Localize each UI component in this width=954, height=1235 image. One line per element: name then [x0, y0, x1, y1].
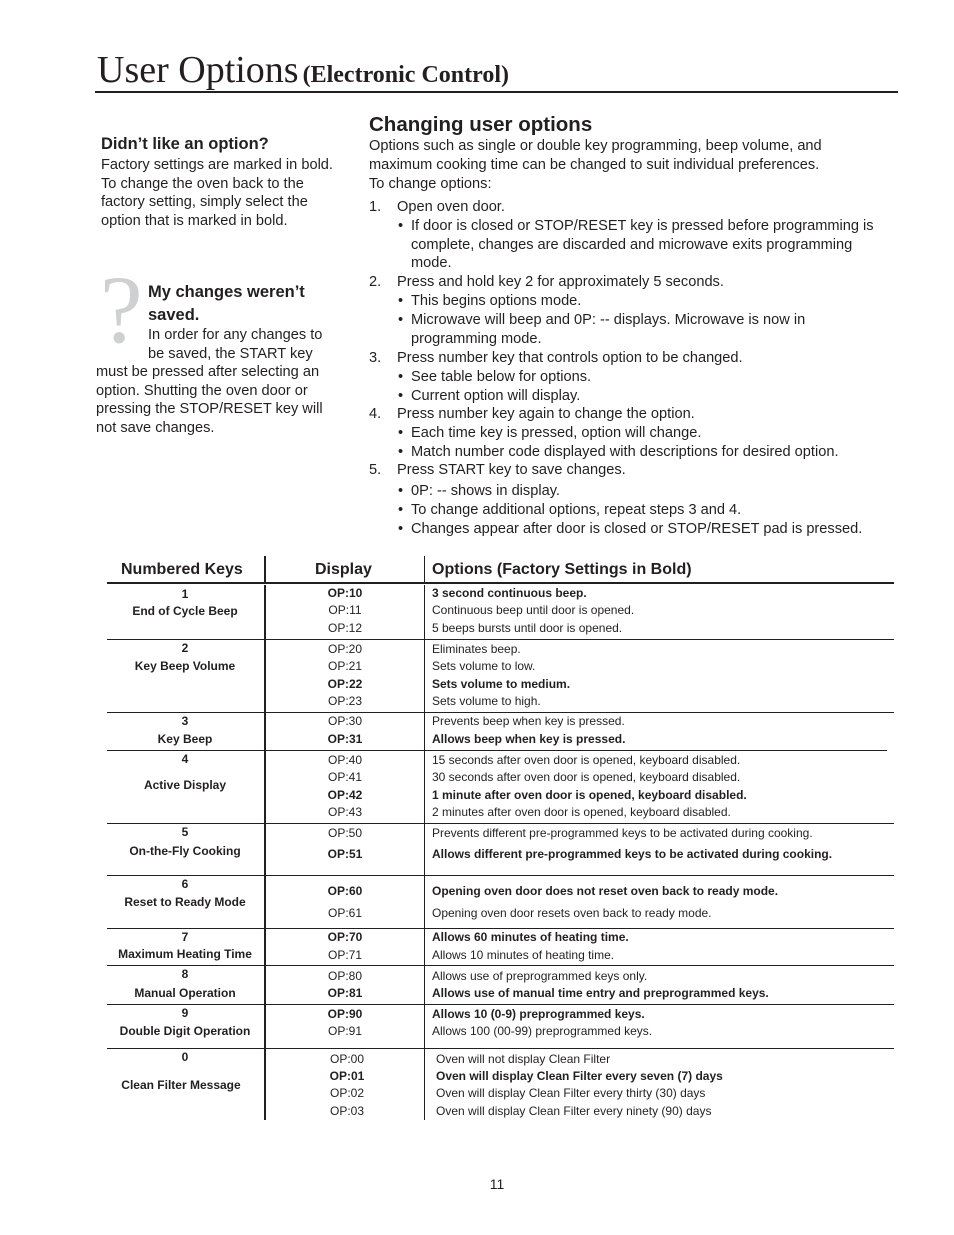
option-description: Oven will display Clean Filter every seven (7) days [436, 1069, 723, 1083]
option-description: Sets volume to low. [432, 659, 536, 673]
display-code: OP:90 [327, 1007, 363, 1021]
col-divider-keys [264, 639, 266, 712]
option-description: Allows different pre-programmed keys to be activated during cooking. [432, 847, 833, 861]
step-number: 5. [369, 462, 382, 479]
col-divider-display [424, 556, 425, 584]
display-code: OP:50 [327, 826, 363, 840]
key-number: 0 [181, 1050, 189, 1064]
display-code: OP:10 [327, 586, 363, 600]
bullet-icon: • [398, 520, 404, 537]
option-description: Allows beep when key is pressed. [432, 732, 626, 746]
text-line: option that is marked in bold. [101, 213, 288, 230]
key-number: 2 [181, 641, 189, 655]
row-divider [107, 928, 894, 929]
col-divider-keys [264, 1004, 266, 1048]
col-divider-keys [264, 556, 266, 584]
step-text: Press and hold key 2 for approximately 5 seconds. [397, 274, 724, 291]
col-divider-keys [264, 965, 266, 1004]
option-description: Allows 10 (0-9) preprogrammed keys. [432, 1007, 645, 1021]
option-description: 2 minutes after oven door is opened, keyboard disabled. [432, 805, 731, 819]
bullet-icon: • [398, 483, 404, 499]
option-description: Oven will not display Clean Filter [436, 1052, 611, 1066]
display-code: OP:70 [327, 930, 363, 944]
step-text: Press number key again to change the option. [397, 406, 695, 422]
display-code: OP:30 [327, 714, 363, 728]
section-title: Changing user options [369, 113, 593, 136]
bullet-text: To change additional options, repeat steps 3 and 4. [411, 502, 742, 518]
text-line: In order for any changes to [148, 327, 323, 343]
step-text: Press START key to save changes. [397, 462, 626, 479]
option-description: Allows use of manual time entry and preprogrammed keys. [432, 986, 769, 1000]
display-code: OP:71 [327, 948, 363, 962]
display-code: OP:02 [329, 1086, 365, 1100]
bullet-icon: • [398, 387, 404, 404]
step-number: 3. [369, 350, 382, 366]
display-code: OP:81 [327, 986, 363, 1000]
text-line: factory setting, simply select the [101, 194, 308, 211]
key-number: 4 [181, 752, 189, 766]
row-divider [107, 875, 894, 876]
header-display: Display [315, 561, 372, 578]
key-number: 7 [181, 930, 189, 944]
option-description: Allows 100 (00-99) preprogrammed keys. [432, 1024, 653, 1038]
row-divider [107, 823, 894, 824]
display-code: OP:41 [327, 770, 363, 784]
option-description: Continuous beep until door is opened. [432, 603, 635, 617]
key-name: On-the-Fly Cooking [129, 844, 241, 858]
bullet-icon: • [398, 218, 404, 234]
text-line: option. Shutting the oven door or [96, 382, 308, 399]
col-divider-keys [264, 585, 266, 639]
col-divider-display [424, 823, 425, 875]
col-divider-display [424, 1048, 425, 1120]
bullet-text: programming mode. [411, 331, 542, 347]
option-description: 15 seconds after oven door is opened, keyboard disabled. [432, 753, 741, 767]
key-name: Key Beep [157, 732, 213, 746]
key-name: Reset to Ready Mode [124, 895, 246, 909]
text-line: To change options: [369, 175, 492, 192]
option-description: Oven will display Clean Filter every ninety (90) days [436, 1104, 712, 1118]
bullet-text: complete, changes are discarded and microwave exits programming [411, 236, 853, 253]
question-icon: ? [100, 256, 143, 363]
page-number: 11 [489, 1176, 505, 1192]
text-line: be saved, the START key [148, 345, 313, 362]
option-description: 30 seconds after oven door is opened, keyboard disabled. [432, 770, 741, 784]
bullet-text: Match number code displayed with descriptions for desired option. [411, 443, 839, 460]
option-description: Prevents beep when key is pressed. [432, 714, 625, 728]
key-name: Maximum Heating Time [118, 947, 252, 961]
display-code: OP:12 [327, 621, 363, 635]
option-description: Opening oven door resets oven back to ready mode. [432, 906, 712, 920]
bullet-text: Microwave will beep and 0P: -- displays. Microwave is now in [411, 312, 806, 328]
col-divider-display [424, 875, 425, 928]
col-divider-display [424, 750, 425, 823]
display-code: OP:91 [327, 1024, 363, 1038]
step-text: Press number key that controls option to be changed. [397, 350, 743, 366]
didnt-like-title: Didn’t like an option? [101, 135, 269, 153]
option-description: Sets volume to high. [432, 694, 541, 708]
bullet-text: Changes appear after door is closed or STOP/RESET pad is pressed. [411, 520, 863, 537]
col-divider-display [424, 585, 425, 639]
bullet-text: mode. [411, 255, 452, 272]
key-name: Active Display [143, 778, 227, 792]
bullet-icon: • [398, 443, 404, 460]
display-code: OP:03 [329, 1104, 365, 1118]
step-number: 4. [369, 406, 382, 422]
option-description: 5 beeps bursts until door is opened. [432, 621, 623, 635]
option-description: Allows 60 minutes of heating time. [432, 930, 629, 944]
step-number: 2. [369, 274, 382, 291]
header-numbered-keys: Numbered Keys [121, 561, 243, 578]
title-main: User Options [97, 49, 299, 91]
key-number: 9 [181, 1006, 189, 1020]
display-code: OP:80 [327, 969, 363, 983]
bullet-text: If door is closed or STOP/RESET key is pressed before programming is [411, 218, 874, 234]
display-code: OP:60 [327, 884, 363, 898]
col-divider-display [424, 639, 425, 712]
row-divider [107, 750, 887, 751]
key-number: 5 [181, 825, 189, 839]
option-description: Opening oven door does not reset oven back to ready mode. [432, 884, 779, 898]
col-divider-display [424, 712, 425, 750]
header-options: Options (Factory Settings in Bold) [432, 561, 692, 578]
option-description: Prevents different pre-programmed keys to be activated during cooking. [432, 826, 813, 840]
row-divider [107, 965, 894, 966]
option-description: Oven will display Clean Filter every thirty (30) days [436, 1086, 706, 1100]
bullet-icon: • [398, 293, 404, 309]
display-code: OP:42 [327, 788, 363, 802]
display-code: OP:51 [327, 847, 363, 861]
display-code: OP:20 [327, 642, 363, 656]
display-code: OP:11 [328, 603, 362, 617]
text-line: must be pressed after selecting an [96, 364, 320, 380]
option-description: Eliminates beep. [432, 642, 521, 656]
bullet-icon: • [398, 425, 404, 441]
col-divider-display [424, 1004, 425, 1048]
option-description: 1 minute after oven door is opened, keyboard disabled. [432, 788, 747, 802]
display-code: OP:01 [329, 1069, 365, 1083]
display-code: OP:22 [327, 677, 363, 691]
col-divider-keys [264, 928, 266, 965]
bullet-icon: • [398, 502, 404, 518]
title-sub: (Electronic Control) [302, 62, 510, 88]
option-description: Allows 10 minutes of heating time. [432, 948, 615, 962]
col-divider-keys [264, 1048, 266, 1120]
text-line: To change the oven back to the [101, 175, 304, 192]
row-divider [107, 639, 894, 640]
title-line: saved. [148, 306, 200, 324]
step-text: Open oven door. [397, 199, 505, 215]
row-divider [107, 1048, 894, 1049]
text-line: maximum cooking time can be changed to suit individual preferences. [369, 156, 820, 173]
key-name: Clean Filter Message [121, 1078, 241, 1092]
bullet-text: See table below for options. [411, 369, 592, 385]
header-rule [107, 582, 894, 584]
key-number: 1 [181, 587, 189, 601]
step-number: 1. [369, 199, 382, 215]
bullet-icon: • [398, 369, 404, 385]
col-divider-keys [264, 750, 266, 823]
bullet-text: Each time key is pressed, option will change. [411, 425, 702, 441]
option-description: Sets volume to medium. [432, 677, 571, 691]
text-line: Options such as single or double key programming, beep volume, and [369, 138, 822, 154]
bullet-icon: • [398, 312, 404, 328]
bullet-text: Current option will display. [411, 387, 581, 404]
display-code: OP:43 [327, 805, 363, 819]
title-line: My changes weren’t [148, 283, 305, 301]
key-number: 3 [181, 714, 189, 728]
display-code: OP:31 [327, 732, 363, 746]
row-divider [107, 712, 894, 713]
text-line: not save changes. [96, 420, 215, 437]
col-divider-display [424, 965, 425, 1004]
option-description: 3 second continuous beep. [432, 586, 587, 600]
bullet-text: This begins options mode. [411, 293, 582, 309]
key-name: End of Cycle Beep [132, 604, 238, 618]
col-divider-keys [264, 823, 266, 875]
row-divider [107, 1004, 894, 1005]
text-line: pressing the STOP/RESET key will [96, 401, 323, 418]
display-code: OP:40 [327, 753, 363, 767]
text-line: Factory settings are marked in bold. [101, 157, 333, 173]
bullet-text: 0P: -- shows in display. [411, 483, 560, 499]
display-code: OP:61 [327, 906, 363, 920]
key-number: 6 [181, 877, 189, 891]
display-code: OP:23 [327, 694, 363, 708]
option-description: Allows use of preprogrammed keys only. [432, 969, 648, 983]
key-name: Manual Operation [134, 986, 236, 1000]
col-divider-keys [264, 712, 266, 750]
col-divider-keys [264, 875, 266, 928]
key-name: Double Digit Operation [119, 1024, 251, 1038]
col-divider-display [424, 928, 425, 965]
key-name: Key Beep Volume [134, 659, 236, 673]
display-code: OP:21 [327, 659, 363, 673]
key-number: 8 [181, 967, 189, 981]
display-code: OP:00 [329, 1052, 365, 1066]
